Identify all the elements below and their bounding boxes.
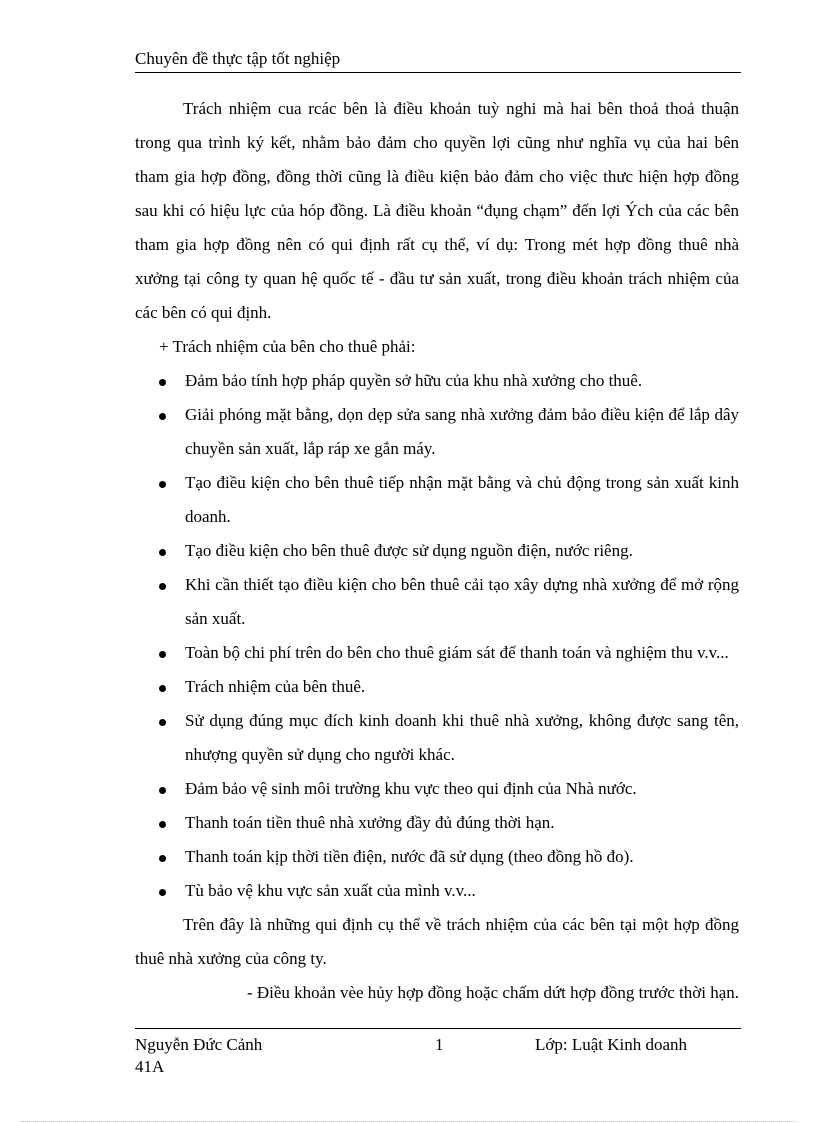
list-item: Thanh toán kịp thời tiền điện, nước đã sử dụng (theo đồng hồ đo).: [135, 840, 739, 874]
list-item: Sử dụng đúng mục đích kinh doanh khi thuê nhà xưởng, không được sang tên, nhượng quyền sử dụng cho người khác.: [135, 704, 739, 772]
footer-divider: [135, 1028, 741, 1029]
page-number: 1: [435, 1035, 444, 1054]
lessor-heading: + Trách nhiệm của bên cho thuê phải:: [159, 337, 416, 356]
author-name: Nguyễn Đức Cảnh 41A: [135, 1035, 263, 1076]
bullet-icon: [159, 719, 166, 726]
page-header: Chuyên đề thực tập tốt nghiệp: [135, 48, 741, 73]
bullet-icon: [159, 787, 166, 794]
list-item: Tù bảo vệ khu vực sản xuất của mình v.v...: [135, 874, 739, 908]
bullet-icon: [159, 821, 166, 828]
list-item: Giải phóng mặt bằng, dọn dẹp sửa sang nhà xưởng đảm bảo điều kiện để lắp dây chuyền sản xuất, lắp ráp xe gắn máy.: [135, 398, 739, 466]
bullet-icon: [159, 379, 166, 386]
list-item: Tạo điều kiện cho bên thuê tiếp nhận mặt bằng và chủ động trong sản xuất kinh doanh.: [135, 466, 739, 534]
bullet-icon: [159, 481, 166, 488]
list-item: Trách nhiệm của bên thuê.: [135, 670, 739, 704]
bullet-icon: [159, 413, 166, 420]
bullet-icon: [159, 685, 166, 692]
list-item: Toàn bộ chi phí trên do bên cho thuê giám sát để thanh toán và nghiệm thu v.v...: [135, 636, 739, 670]
page-edge-divider: [20, 1121, 796, 1122]
document-body: [135, 92, 739, 1010]
summary-paragraph: Trên đây là những qui định cụ thể về trách nhiệm của các bên tại một hợp đồng thuê nhà xưởng của công ty.: [135, 915, 739, 968]
intro-paragraph: Trách nhiệm cua rcác bên là điều khoản tuỳ nghi mà hai bên thoả thoả thuận trong qua trình ký kết, nhằm bảo đảm cho quyền lợi cũng như nghĩa vụ của hai bên tham gia hợp đồng, đồng thời cũng là điều kiện bảo đảm cho việc thưc hiện hợp đồng sau khi có hiệu lực của hóp đồng. Là điều khoản “đụng chạm” đến lợi Ých của các bên tham gia hợp đồng nên có qui định rất cụ thể, ví dụ: Trong mét hợp đồng thuê nhà xưởng tại công ty quan hệ quốc tế - đầu tư sản xuất, trong điều khoản trách nhiệm của các bên có qui định.: [135, 99, 739, 322]
bullet-icon: [159, 583, 166, 590]
class-name: Lớp: Luật Kinh doanh: [535, 1035, 688, 1054]
list-item: Khi cần thiết tạo điều kiện cho bên thuê cải tạo xây dựng nhà xưởng để mở rộng sản xuất.: [135, 568, 739, 636]
list-item: Tạo điều kiện cho bên thuê được sử dụng nguồn điện, nước riêng.: [135, 534, 739, 568]
termination-heading: - Điều khoản vèe hủy hợp đồng hoặc chấm dứt hợp đồng trước thời hạn.: [246, 983, 739, 1002]
bullet-icon: [159, 549, 166, 556]
bullet-icon: [159, 855, 166, 862]
list-item: Thanh toán tiền thuê nhà xưởng đầy đủ đúng thời hạn.: [135, 806, 739, 840]
bullet-icon: [159, 889, 166, 896]
list-item: Đảm bảo tính hợp pháp quyền sở hữu của khu nhà xưởng cho thuê.: [135, 364, 739, 398]
responsibility-list: [135, 364, 739, 908]
bullet-icon: [159, 651, 166, 658]
list-item: Đảm bảo vệ sinh môi trường khu vực theo qui định của Nhà nước.: [135, 772, 739, 806]
